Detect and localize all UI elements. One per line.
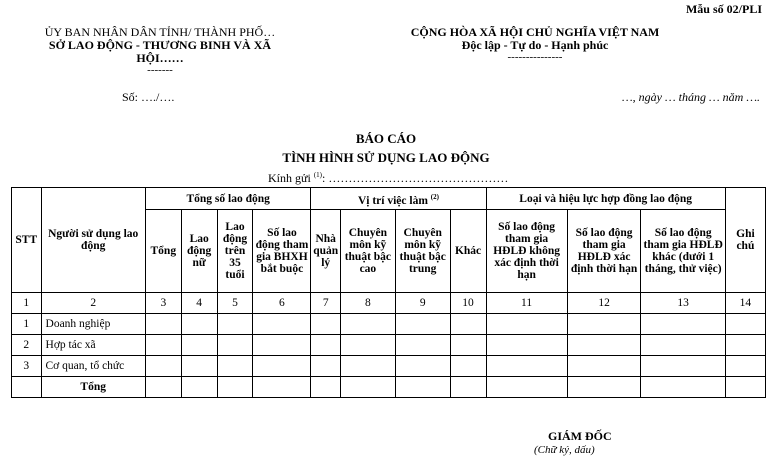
data-cell[interactable] — [450, 314, 486, 335]
data-cell[interactable] — [641, 335, 725, 356]
data-cell[interactable] — [395, 356, 450, 377]
total-label: Tổng — [41, 377, 145, 398]
table-row — [12, 314, 766, 335]
header-note: Ghi chú — [725, 188, 765, 293]
total-stt-cell — [12, 377, 42, 398]
header-total: Tổng — [145, 210, 181, 293]
data-cell[interactable] — [725, 377, 765, 398]
data-cell[interactable] — [311, 377, 341, 398]
data-cell[interactable] — [395, 377, 450, 398]
data-cell[interactable] — [253, 377, 311, 398]
data-cell[interactable] — [253, 335, 311, 356]
data-cell[interactable] — [725, 314, 765, 335]
col-number: 2 — [41, 293, 145, 314]
data-cell[interactable] — [217, 356, 253, 377]
column-number-row — [12, 293, 766, 314]
job-position-label: Vị trí việc làm — [357, 194, 428, 207]
data-cell[interactable] — [567, 314, 641, 335]
col-number: 10 — [450, 293, 486, 314]
col-number: 13 — [641, 293, 725, 314]
data-cell[interactable] — [181, 356, 217, 377]
col-number: 3 — [145, 293, 181, 314]
data-cell[interactable] — [340, 377, 395, 398]
data-cell[interactable] — [340, 335, 395, 356]
header-indefinite-contract: Số lao động tham gia HĐLĐ không xác định thời hạn — [486, 210, 567, 293]
labor-usage-table — [11, 187, 766, 398]
data-cell[interactable] — [486, 377, 567, 398]
data-cell[interactable] — [311, 335, 341, 356]
row-stt: 2 — [12, 335, 42, 356]
data-cell[interactable] — [395, 335, 450, 356]
header-other-contract: Số lao động tham gia HĐLĐ khác (dưới 1 tháng, thử việc) — [641, 210, 725, 293]
data-cell[interactable] — [486, 314, 567, 335]
report-subtitle: TÌNH HÌNH SỬ DỤNG LAO ĐỘNG — [282, 150, 490, 165]
data-cell[interactable] — [641, 314, 725, 335]
data-cell[interactable] — [641, 356, 725, 377]
header-definite-contract: Số lao động tham gia HĐLĐ xác định thời hạn — [567, 210, 641, 293]
data-cell[interactable] — [567, 335, 641, 356]
recipient-label: Kính gửi — [268, 171, 311, 185]
col-number: 4 — [181, 293, 217, 314]
col-number: 14 — [725, 293, 765, 314]
report-title: BÁO CÁO — [355, 131, 417, 146]
data-cell[interactable] — [181, 335, 217, 356]
header-stt: STT — [12, 188, 42, 293]
col-number: 7 — [311, 293, 341, 314]
header-over35: Lao động trên 35 tuổi — [217, 210, 253, 293]
data-cell[interactable] — [641, 377, 725, 398]
data-cell[interactable] — [340, 314, 395, 335]
col-number: 1 — [12, 293, 42, 314]
data-cell[interactable] — [217, 377, 253, 398]
motto: Độc lập - Tự do - Hạnh phúc — [461, 38, 609, 52]
header-manager: Nhà quản lý — [311, 210, 341, 293]
motto-separator: --------------- — [507, 51, 563, 63]
data-cell[interactable] — [567, 377, 641, 398]
recipient-note: (1) — [313, 171, 323, 179]
header-other: Khác — [450, 210, 486, 293]
authority-line3: HỘI…… — [136, 51, 184, 65]
data-cell[interactable] — [725, 335, 765, 356]
row-stt: 1 — [12, 314, 42, 335]
col-number: 9 — [395, 293, 450, 314]
data-cell[interactable] — [145, 377, 181, 398]
data-cell[interactable] — [567, 356, 641, 377]
row-employer: Cơ quan, tổ chức — [41, 356, 145, 377]
job-position-note: (2) — [430, 192, 439, 201]
row-employer: Hợp tác xã — [41, 335, 145, 356]
table-row — [12, 356, 766, 377]
header-bhxh: Số lao động tham gia BHXH bắt buộc — [253, 210, 311, 293]
total-row — [12, 377, 766, 398]
data-cell[interactable] — [450, 377, 486, 398]
data-cell[interactable] — [486, 356, 567, 377]
data-cell[interactable] — [725, 356, 765, 377]
data-cell[interactable] — [340, 356, 395, 377]
data-cell[interactable] — [253, 356, 311, 377]
header-high-tech: Chuyên môn kỹ thuật bậc cao — [340, 210, 395, 293]
document-number: Số: …./…. — [122, 90, 175, 104]
national-motto — [370, 26, 700, 63]
data-cell[interactable] — [486, 335, 567, 356]
data-cell[interactable] — [311, 356, 341, 377]
country-name: CỘNG HÒA XÃ HỘI CHỦ NGHĨA VIỆT NAM — [410, 25, 660, 39]
table-row — [12, 335, 766, 356]
data-cell[interactable] — [145, 335, 181, 356]
document-date: …, ngày … tháng … năm …. — [621, 90, 760, 104]
col-number: 6 — [253, 293, 311, 314]
recipient-dots: : ……………………………………… — [322, 171, 509, 185]
data-cell[interactable] — [253, 314, 311, 335]
data-cell[interactable] — [181, 377, 217, 398]
authority-line2: SỞ LAO ĐỘNG - THƯƠNG BINH VÀ XÃ — [48, 38, 272, 52]
data-cell[interactable] — [450, 335, 486, 356]
header-job-position — [311, 188, 486, 210]
col-number: 5 — [217, 293, 253, 314]
data-cell[interactable] — [217, 335, 253, 356]
form-number: Mẫu số 02/PLI — [685, 2, 762, 16]
recipient-line — [268, 171, 508, 186]
data-cell[interactable] — [450, 356, 486, 377]
authority-separator: ------- — [147, 64, 173, 76]
signature-title: GIÁM ĐỐC — [548, 429, 612, 443]
col-number: 8 — [340, 293, 395, 314]
header-female: Lao động nữ — [181, 210, 217, 293]
row-employer: Doanh nghiệp — [41, 314, 145, 335]
data-cell[interactable] — [311, 314, 341, 335]
data-cell[interactable] — [181, 314, 217, 335]
header-total-labor: Tổng số lao động — [145, 188, 311, 210]
data-cell[interactable] — [145, 356, 181, 377]
header-contract-type: Loại và hiệu lực hợp đồng lao động — [486, 188, 725, 210]
authority-line1: ỦY BAN NHÂN DÂN TỈNH/ THÀNH PHỐ… — [44, 25, 276, 39]
header-employer: Người sử dụng lao động — [41, 188, 145, 293]
row-stt: 3 — [12, 356, 42, 377]
signature-note: (Chữ ký, dấu) — [534, 444, 595, 456]
data-cell[interactable] — [217, 314, 253, 335]
col-number: 12 — [567, 293, 641, 314]
data-cell[interactable] — [395, 314, 450, 335]
col-number: 11 — [486, 293, 567, 314]
data-cell[interactable] — [145, 314, 181, 335]
header-mid-tech: Chuyên môn kỹ thuật bậc trung — [395, 210, 450, 293]
issuing-authority — [10, 26, 310, 76]
